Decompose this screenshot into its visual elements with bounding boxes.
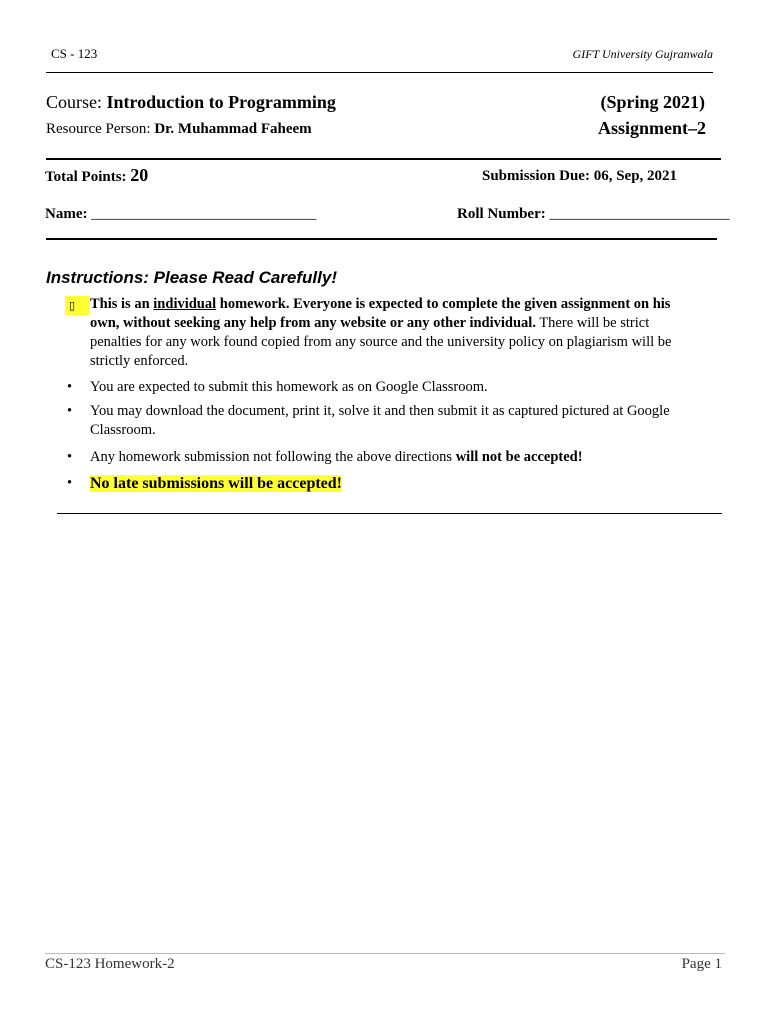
name-blank: ______________________________ — [91, 206, 317, 222]
submission-due: Submission Due: 06, Sep, 2021 — [482, 168, 678, 184]
header-divider — [46, 72, 713, 73]
footer-title: CS-123 Homework-2 — [45, 956, 175, 972]
details-divider — [46, 238, 717, 240]
header-university: GIFT University Gujranwala — [572, 47, 713, 61]
footer-divider — [45, 953, 725, 954]
roll-blank: ________________________ — [549, 206, 730, 222]
instructions-divider — [57, 513, 722, 514]
resource-label: Resource Person: — [46, 121, 151, 137]
bullet-text: You are expected to submit this homework as on Google Classroom. — [90, 379, 488, 395]
header-course-code: CS - 123 — [51, 46, 98, 61]
instructions-title: Instructions: Please Read Carefully! — [46, 268, 337, 287]
late-submission-warning: No late submissions will be accepted! — [90, 475, 342, 492]
bullet-icon: • — [67, 379, 73, 395]
instruction-individual — [90, 295, 700, 371]
roll-label: Roll Number: — [457, 206, 546, 222]
title-divider — [46, 158, 721, 160]
bullet-icon: • — [67, 403, 73, 419]
bullet-text: You may download the document, print it, solve it and then submit it as captured pictured at Google Classroom. — [90, 403, 670, 438]
points-value: 20 — [130, 165, 149, 185]
name-field — [45, 206, 316, 223]
bullet3-text: Any homework submission not following the above directions — [90, 449, 456, 465]
roll-number-field — [457, 206, 730, 223]
bullet-text — [90, 448, 705, 467]
instruction-individual-part1: This is an — [90, 296, 154, 312]
instruction-individual-part3: homework. Everyone is expected to complete the given assignment on his own, without seeking any help from any website or any other individual. — [90, 296, 671, 331]
bullet-icon: • — [67, 449, 73, 465]
semester: (Spring 2021) — [600, 92, 705, 112]
course-label: Course: — [46, 92, 102, 112]
course-name: Introduction to Programming — [106, 92, 336, 112]
course-line — [46, 92, 336, 113]
bullet-icon: • — [67, 475, 73, 491]
instruction-individual-emphasis: individual — [153, 296, 217, 312]
bullet-text — [90, 474, 705, 494]
resource-name: Dr. Muhammad Faheem — [154, 121, 312, 137]
resource-person-line — [46, 121, 312, 138]
bullet3-bold: will not be accepted! — [455, 449, 583, 465]
total-points — [45, 165, 148, 186]
instruction-bullets — [67, 378, 707, 498]
instruction-individual-part4: There will be strict penalties for any work found copied from any source and the university policy on plagiarism will be strictly enforced. — [90, 315, 672, 369]
page-number: Page 1 — [681, 956, 722, 972]
points-label: Total Points: — [45, 169, 127, 185]
name-label: Name: — [45, 206, 88, 222]
assignment-title: Assignment–2 — [597, 118, 706, 138]
checkbox-marker-icon: ▯ — [65, 296, 89, 315]
